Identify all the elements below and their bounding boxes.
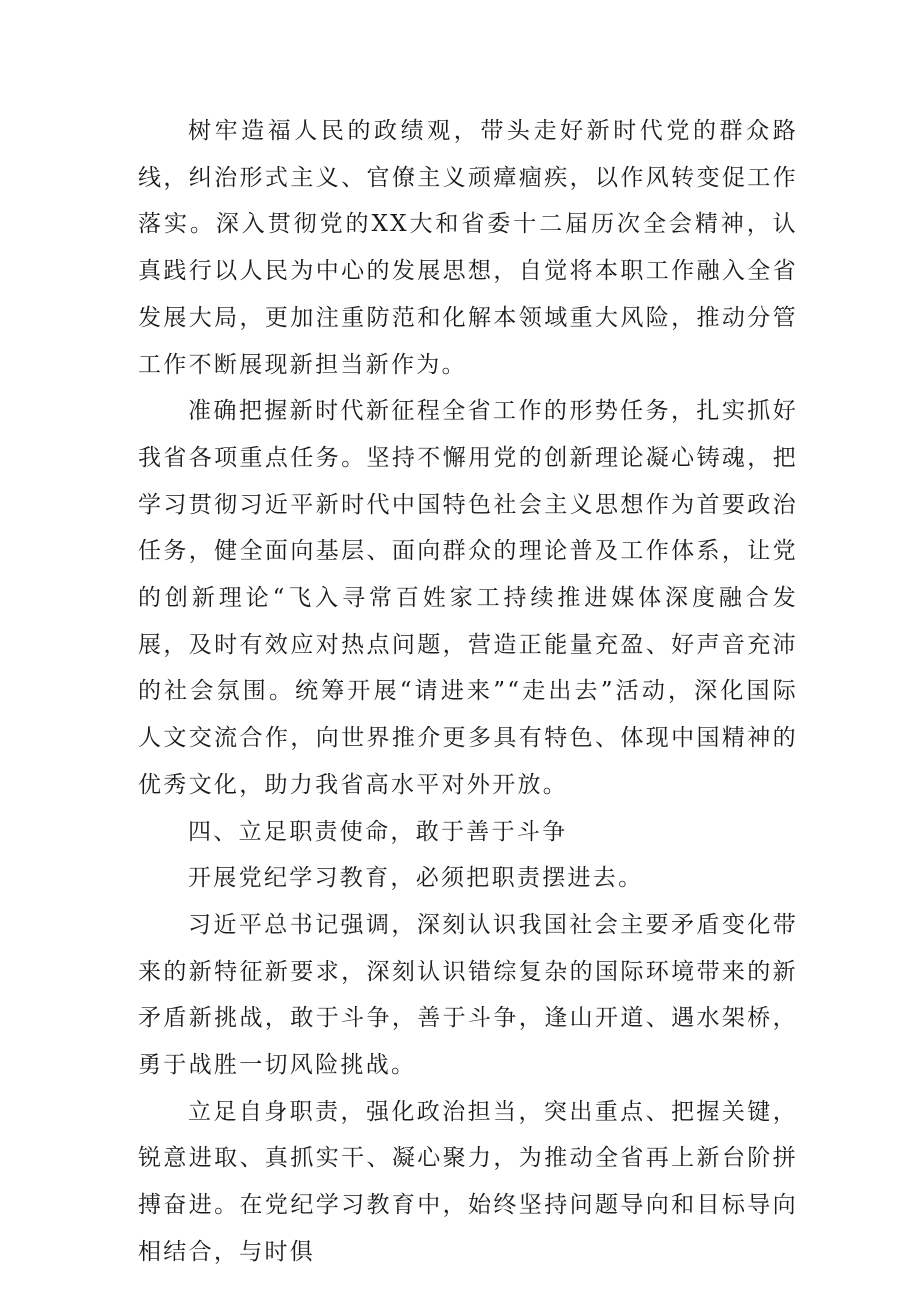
paragraph-5: 立足自身职责，强化政治担当，突出重点、把握关键，锐意进取、真抓实干、凝心聚力，为推动全省再上新台阶拼搏奋进。在党纪学习教育中，始终坚持问题导向和目标导向相结合，与时俱 (138, 1098, 798, 1265)
document-body (138, 108, 798, 1276)
paragraph-2: 准确把握新时代新征程全省工作的形势任务，扎实抓好我省各项重点任务。坚持不懈用党的创新理论凝心铸魂，把学习贯彻习近平新时代中国特色社会主义思想作为首要政治任务，健全面向基层、面向群众的理论普及工作体系，让党的创新理论“飞入寻常百姓家工持续推进媒体深度融合发展，及时有效应对热点问题，营造正能量充盈、好声音充沛的社会氛围。统筹开展“请进来”“走出去”活动，深化国际人文交流合作，向世界推介更多具有特色、体现中国精神的优秀文化，助力我省高水平对外开放。 (138, 398, 798, 798)
paragraph-1: 树牢造福人民的政绩观，带头走好新时代党的群众路线，纠治形式主义、官僚主义顽瘴痼疾，以作风转变促工作落实。深入贯彻党的XX大和省委十二届历次全会精神，认真践行以人民为中心的发展思想，自觉将本职工作融入全省发展大局，更加注重防范和化解本领域重大风险，推动分管工作不断展现新担当新作为。 (138, 118, 798, 378)
paragraph-4: 习近平总书记强调，深刻认识我国社会主要矛盾变化带来的新特征新要求，深刻认识错综复杂的国际环境带来的新矛盾新挑战，敢于斗争，善于斗争，逢山开道、遇水架桥，勇于战胜一切风险挑战。 (138, 911, 798, 1079)
section-heading-4: 四、立足职责使命，敢于善于斗争 (188, 818, 568, 845)
paragraph-3: 开展党纪学习教育，必须把职责摆进去。 (188, 865, 644, 892)
